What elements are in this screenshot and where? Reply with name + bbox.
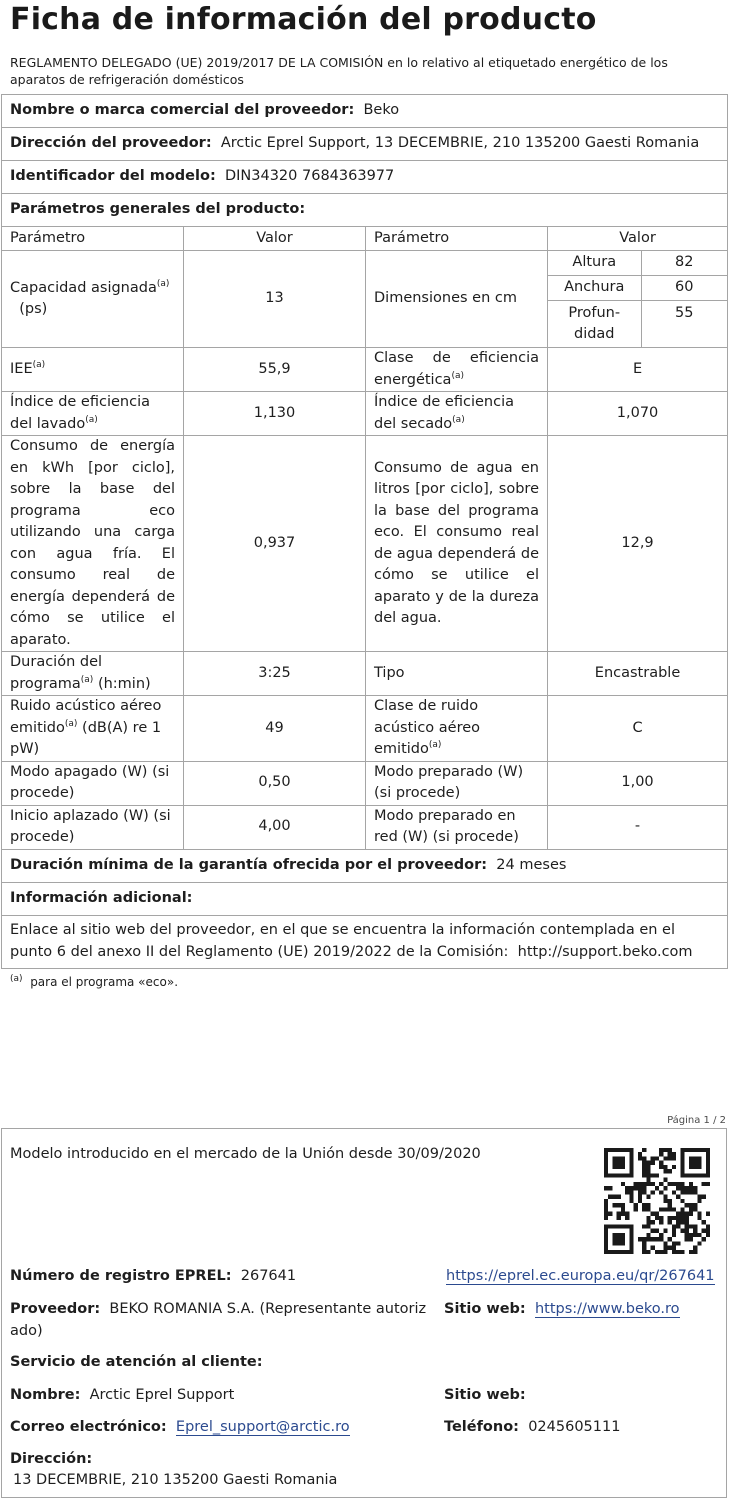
standby-label: Modo preparado (W) (si procede) xyxy=(366,761,548,805)
capacity-value: 13 xyxy=(184,251,366,348)
address-value: Arctic Eprel Support, 13 DECEMBRIE, 210 135200 Gaesti Romania xyxy=(220,135,700,152)
page-number: Página 1 / 2 xyxy=(667,1115,726,1126)
product-info-table xyxy=(1,94,728,969)
off-mode-value: 0,50 xyxy=(184,761,366,805)
water-consumption-label: Consumo de agua en litros [por ciclo], sobre la base del programa eco. El consumo real de agua dependerá de cómo se utilice el aparato y de la dureza del agua. xyxy=(366,436,548,652)
contact-address-label: Dirección: xyxy=(10,1451,93,1467)
delay-start-label: Inicio aplazado (W) (si procede) xyxy=(2,805,184,849)
width-value: 60 xyxy=(641,276,727,301)
footnote: $^{(a)}$ para el programa «eco». xyxy=(10,974,179,989)
customer-service-heading: Servicio de atención al cliente: xyxy=(10,1354,263,1370)
noise-value: 49 xyxy=(184,696,366,762)
contact-address-value: 13 DECEMBRIE, 210 135200 Gaesti Romania xyxy=(13,1472,338,1488)
eprel-supplier: Proveedor: BEKO ROMANIA S.A. (Representante autoriz xyxy=(10,1301,427,1317)
iee-label: IEE$^{(a)}$ xyxy=(2,348,184,392)
delay-start-value: 4,00 xyxy=(184,805,366,849)
iee-value: 55,9 xyxy=(184,348,366,392)
header-value-1: Valor xyxy=(184,227,366,251)
regulation-text: REGLAMENTO DELEGADO (UE) 2019/2017 DE LA COMISIÓN en lo relativo al etiquetado energético de los aparatos de refrigeración domésticos xyxy=(10,55,668,87)
height-value: 82 xyxy=(641,251,727,276)
model-value: DIN34320 7684363977 xyxy=(224,168,395,185)
header-param-1: Parámetro xyxy=(2,227,184,251)
type-value: Encastrable xyxy=(548,652,728,696)
dry-index-label: Índice de eficiencia del secado$^{(a)}$ xyxy=(366,392,548,436)
additional-info-heading: Información adicional: xyxy=(2,882,728,915)
wash-index-label: Índice de eficiencia del lavado$^{(a)}$ xyxy=(2,392,184,436)
energy-consumption-value: 0,937 xyxy=(184,436,366,652)
capacity-label: Capacidad asignada$^{(a)}$ (ps) xyxy=(2,251,184,348)
wash-index-value: 1,130 xyxy=(184,392,366,436)
type-label: Tipo xyxy=(366,652,548,696)
contact-name: Nombre: Arctic Eprel Support xyxy=(10,1387,235,1403)
warranty-value: 24 meses xyxy=(496,856,567,873)
network-standby-value: - xyxy=(548,805,728,849)
qr-code-icon xyxy=(604,1148,710,1254)
height-label: Altura xyxy=(548,251,641,276)
noise-class-value: C xyxy=(548,696,728,762)
width-label: Anchura xyxy=(548,276,641,301)
dimensions-cell xyxy=(548,251,728,348)
off-mode-label: Modo apagado (W) (si procede) xyxy=(2,761,184,805)
market-date: Modelo introducido en el mercado de la Unión desde 30/09/2020 xyxy=(10,1146,481,1162)
page-title: Ficha de información del producto xyxy=(10,2,597,37)
address-row: Dirección del proveedor: Arctic Eprel Support, 13 DECEMBRIE, 210 135200 Gaesti Romania xyxy=(2,128,728,161)
eprel-info-box xyxy=(1,1128,727,1498)
eprel-qr-link[interactable]: https://eprel.ec.europa.eu/qr/267641 xyxy=(446,1268,715,1284)
eprel-supplier-cont: ado) xyxy=(10,1323,43,1339)
header-value-2: Valor xyxy=(548,227,728,251)
contact-phone: Teléfono: 0245605111 xyxy=(444,1419,621,1435)
dimensions-label: Dimensiones en cm xyxy=(366,251,548,348)
network-standby-label: Modo preparado en red (W) (si procede) xyxy=(366,805,548,849)
email-link[interactable]: Eprel_support@arctic.ro xyxy=(175,1419,350,1435)
duration-label: Duración del programa$^{(a)}$ (h:min) xyxy=(2,652,184,696)
contact-website-label: Sitio web: xyxy=(444,1387,526,1403)
beko-website-link[interactable]: https://www.beko.ro xyxy=(534,1301,680,1317)
supplier-row: Nombre o marca comercial del proveedor: Beko xyxy=(2,95,728,128)
depth-label: Profun-didad xyxy=(548,301,641,348)
dry-index-value: 1,070 xyxy=(548,392,728,436)
weblink-row: Enlace al sitio web del proveedor, en el que se encuentra la información contemplada en el punto 6 del anexo II del Reglamento (UE) 2019/2022 de la Comisión: http://support.beko.com xyxy=(2,915,728,968)
header-param-2: Parámetro xyxy=(366,227,548,251)
general-params-heading: Parámetros generales del producto: xyxy=(2,194,728,227)
standby-value: 1,00 xyxy=(548,761,728,805)
energy-consumption-label: Consumo de energía en kWh [por ciclo], sobre la base del programa eco utilizando una carga con agua fría. El consumo real de energía dependerá de cómo se utilice el aparato. xyxy=(2,436,184,652)
dimensions-subtable xyxy=(548,251,727,347)
eprel-registration: Número de registro EPREL: 267641 xyxy=(10,1268,297,1284)
contact-email: Correo electrónico: Eprel_support@arctic.ro xyxy=(10,1419,350,1435)
noise-label: Ruido acústico aéreo emitido$^{(a)}$ (dB(A) re 1 pW) xyxy=(2,696,184,762)
energy-class-label: Clase de eficiencia energética$^{(a)}$ xyxy=(366,348,548,392)
energy-class-value: E xyxy=(548,348,728,392)
depth-value: 55 xyxy=(675,305,694,321)
warranty-row: Duración mínima de la garantía ofrecida por el proveedor: 24 meses xyxy=(2,849,728,882)
supplier-value: Beko xyxy=(363,102,400,119)
model-row: Identificador del modelo: DIN34320 7684363977 xyxy=(2,161,728,194)
noise-class-label: Clase de ruido acústico aéreo emitido$^{(a)}$ xyxy=(366,696,548,762)
eprel-website: Sitio web: https://www.beko.ro xyxy=(444,1301,680,1317)
duration-value: 3:25 xyxy=(184,652,366,696)
support-link[interactable]: http://support.beko.com xyxy=(517,943,693,960)
water-consumption-value: 12,9 xyxy=(548,436,728,652)
